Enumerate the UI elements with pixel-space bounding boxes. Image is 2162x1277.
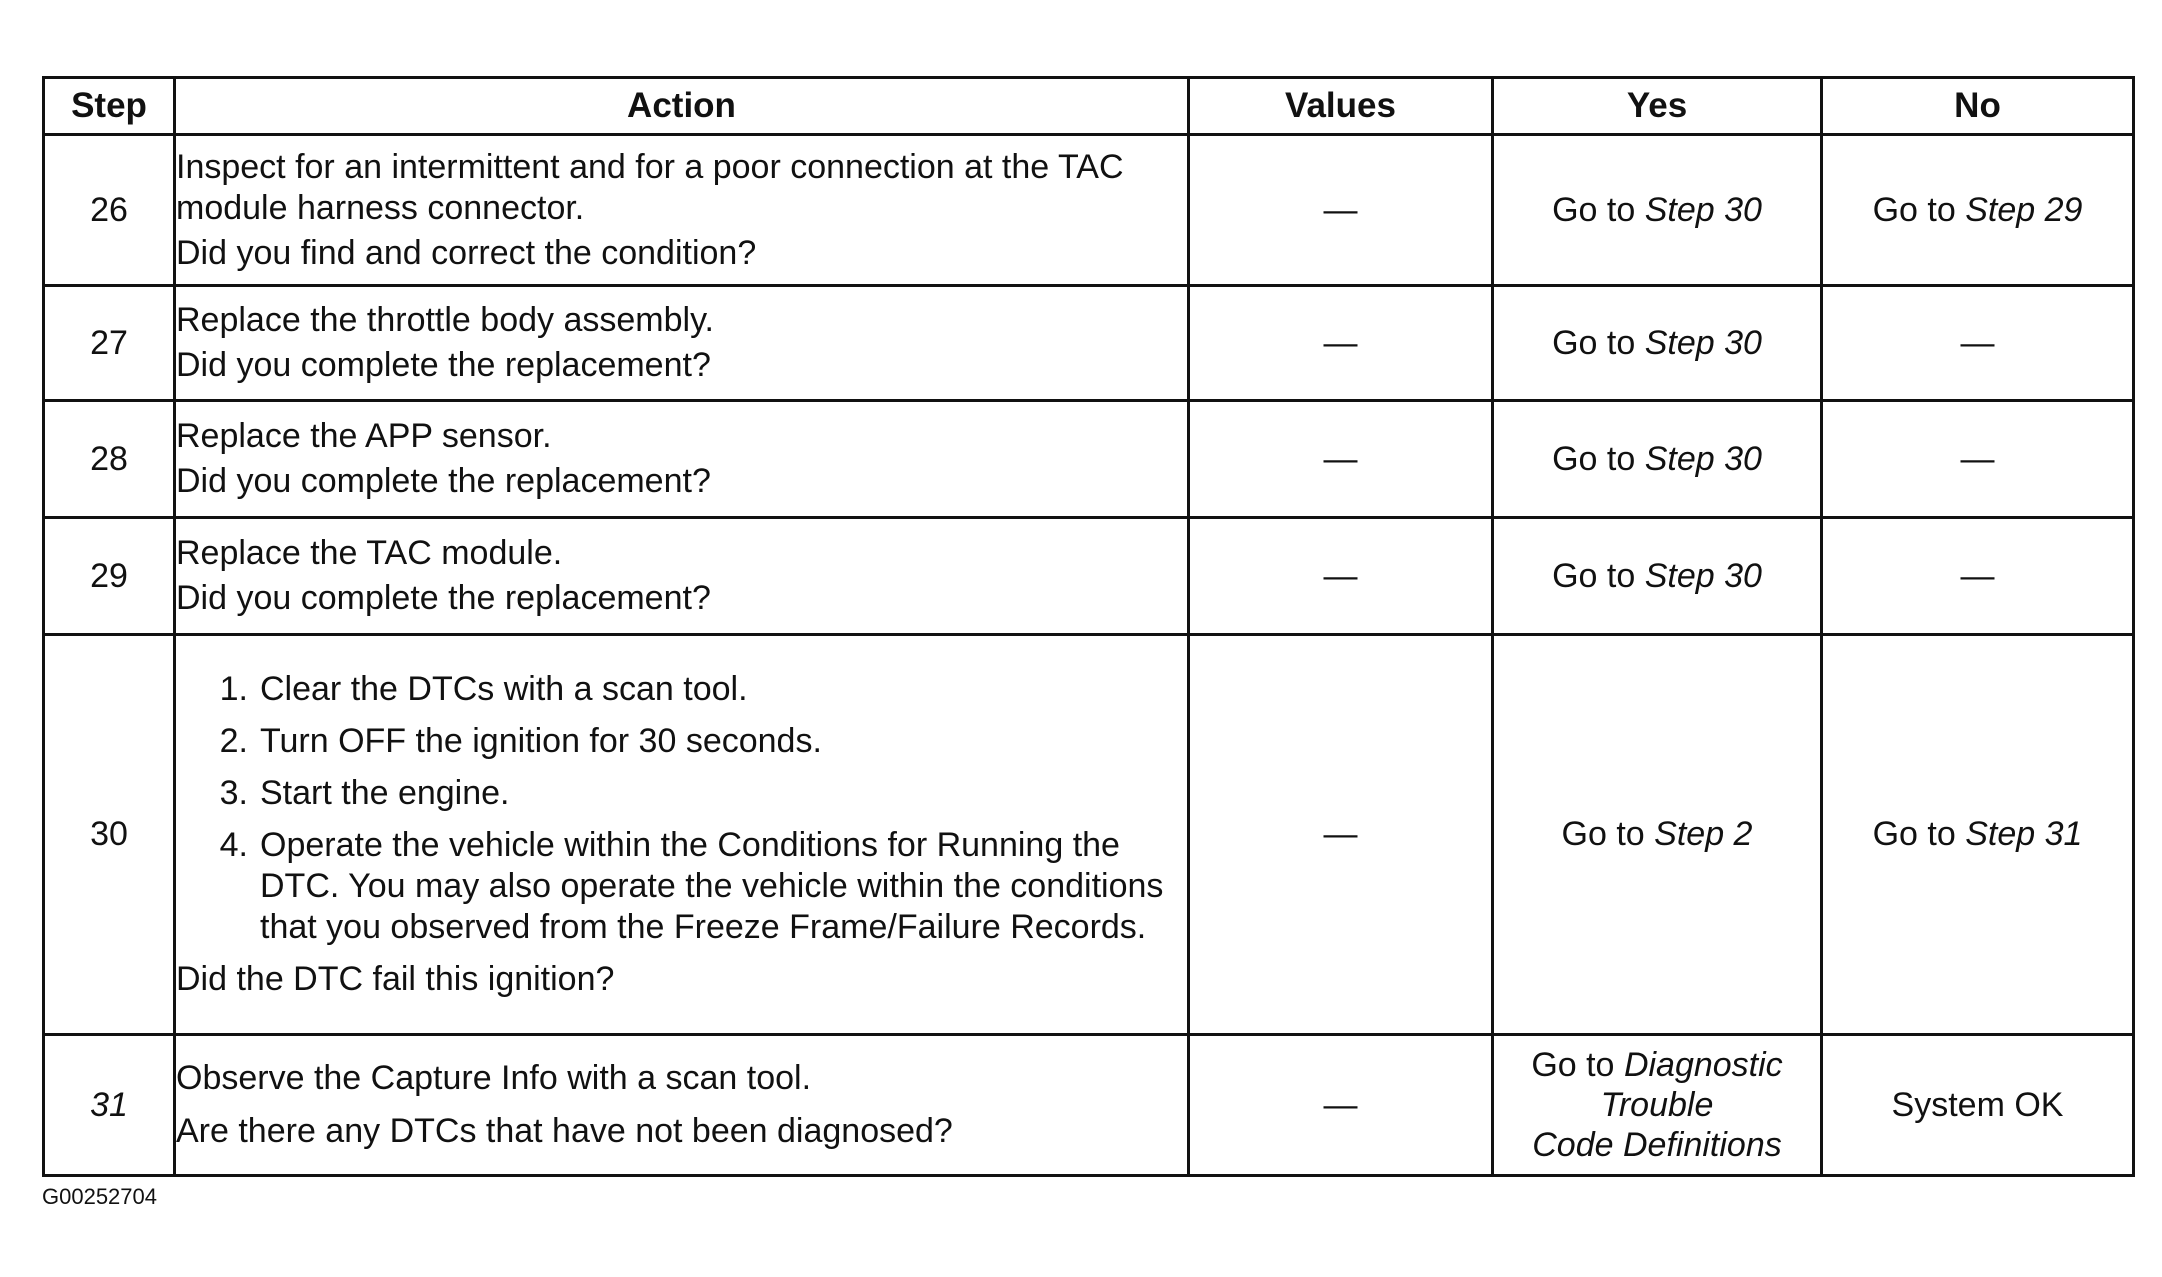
action-question: Did you find and correct the condition? bbox=[176, 233, 757, 272]
table-row bbox=[44, 286, 2134, 401]
yes-step-link[interactable]: Step 30 bbox=[1644, 556, 1762, 595]
action-text: Inspect for an intermittent and for a poor connection at the TAC module harness connector. bbox=[176, 147, 1124, 227]
yes-prefix: Go to bbox=[1561, 815, 1645, 853]
header-step: Step bbox=[44, 78, 175, 135]
header-values: Values bbox=[1189, 78, 1493, 135]
no-cell bbox=[1822, 135, 2134, 286]
procedure-step bbox=[176, 721, 1187, 762]
yes-prefix: Go to bbox=[1552, 439, 1636, 478]
procedure-list bbox=[176, 669, 1187, 948]
procedure-step-number: 2. bbox=[219, 722, 248, 760]
yes-link-line bbox=[1494, 1045, 1820, 1085]
no-prefix: Go to bbox=[1872, 815, 1956, 853]
step-number: 26 bbox=[44, 135, 175, 286]
table-row bbox=[44, 135, 2134, 286]
action-text: Observe the Capture Info with a scan tool. bbox=[176, 1059, 812, 1097]
values-cell: — bbox=[1189, 518, 1493, 635]
action-cell bbox=[175, 135, 1189, 286]
yes-code-definitions-link[interactable]: Code Definitions bbox=[1532, 1126, 1782, 1164]
action-text: Replace the TAC module. bbox=[176, 534, 563, 572]
diagnostic-table bbox=[42, 76, 2135, 1177]
yes-step-link[interactable]: Step 2 bbox=[1654, 815, 1753, 853]
values-cell: — bbox=[1189, 635, 1493, 1035]
no-step-link[interactable]: Step 31 bbox=[1965, 815, 2083, 853]
no-cell: — bbox=[1822, 286, 2134, 401]
table-row bbox=[44, 1035, 2134, 1176]
figure-id: G00252704 bbox=[42, 1184, 157, 1209]
action-text: Replace the APP sensor. bbox=[176, 417, 552, 455]
table-row bbox=[44, 401, 2134, 518]
procedure-step-text: Start the engine. bbox=[260, 774, 510, 812]
yes-step-link[interactable]: Step 30 bbox=[1644, 190, 1762, 229]
yes-cell bbox=[1493, 401, 1822, 518]
action-cell bbox=[175, 635, 1189, 1035]
action-question: Did you complete the replacement? bbox=[176, 579, 711, 617]
yes-cell bbox=[1493, 286, 1822, 401]
step-number: 27 bbox=[44, 286, 175, 401]
yes-diagnostic-link[interactable]: Diagnostic bbox=[1623, 1046, 1783, 1084]
procedure-step-number: 3. bbox=[219, 774, 248, 812]
header-action: Action bbox=[175, 78, 1189, 135]
yes-trouble-link[interactable]: Trouble bbox=[1600, 1086, 1714, 1124]
procedure-step bbox=[176, 773, 1187, 814]
procedure-step-number: 1. bbox=[219, 670, 248, 708]
yes-prefix: Go to bbox=[1552, 323, 1636, 362]
action-text: Replace the throttle body assembly. bbox=[176, 301, 714, 339]
procedure-step-text: Turn OFF the ignition for 30 seconds. bbox=[260, 722, 822, 760]
step-number: 31 bbox=[44, 1035, 175, 1176]
procedure-step-text: Clear the DTCs with a scan tool. bbox=[260, 670, 748, 708]
action-question: Did you complete the replacement? bbox=[176, 462, 711, 500]
step-number: 29 bbox=[44, 518, 175, 635]
action-cell bbox=[175, 401, 1189, 518]
header-yes: Yes bbox=[1493, 78, 1822, 135]
no-cell: System OK bbox=[1822, 1035, 2134, 1176]
header-no: No bbox=[1822, 78, 2134, 135]
values-cell: — bbox=[1189, 1035, 1493, 1176]
yes-prefix: Go to bbox=[1552, 190, 1636, 229]
no-step-link[interactable]: Step 29 bbox=[1965, 190, 2083, 229]
yes-cell bbox=[1493, 635, 1822, 1035]
yes-cell bbox=[1493, 1035, 1822, 1176]
action-cell bbox=[175, 1035, 1189, 1176]
step-number: 28 bbox=[44, 401, 175, 518]
procedure-step bbox=[176, 825, 1187, 948]
action-cell bbox=[175, 286, 1189, 401]
table-row bbox=[44, 635, 2134, 1035]
action-question: Are there any DTCs that have not been diagnosed? bbox=[176, 1112, 953, 1150]
step-number: 30 bbox=[44, 635, 175, 1035]
yes-cell bbox=[1493, 518, 1822, 635]
header-row bbox=[44, 78, 2134, 135]
yes-prefix: Go to bbox=[1552, 556, 1636, 595]
action-question: Did you complete the replacement? bbox=[176, 346, 711, 384]
values-cell: — bbox=[1189, 135, 1493, 286]
no-cell: — bbox=[1822, 401, 2134, 518]
procedure-step-number: 4. bbox=[219, 826, 248, 864]
action-cell bbox=[175, 518, 1189, 635]
diagnostic-table-container bbox=[42, 76, 2132, 1177]
yes-step-link[interactable]: Step 30 bbox=[1644, 323, 1762, 362]
table-row bbox=[44, 518, 2134, 635]
yes-cell bbox=[1493, 135, 1822, 286]
procedure-step-text: Operate the vehicle within the Conditions for Running the DTC. You may also operate the vehicle within the conditions that you observed from the Freeze Frame/Failure Records. bbox=[260, 826, 1164, 946]
no-cell: — bbox=[1822, 518, 2134, 635]
no-cell bbox=[1822, 635, 2134, 1035]
yes-step-link[interactable]: Step 30 bbox=[1644, 439, 1762, 478]
values-cell: — bbox=[1189, 286, 1493, 401]
yes-prefix: Go to bbox=[1531, 1046, 1615, 1084]
action-question: Did the DTC fail this ignition? bbox=[176, 960, 615, 998]
procedure-step bbox=[176, 669, 1187, 710]
no-prefix: Go to bbox=[1872, 190, 1956, 229]
values-cell: — bbox=[1189, 401, 1493, 518]
